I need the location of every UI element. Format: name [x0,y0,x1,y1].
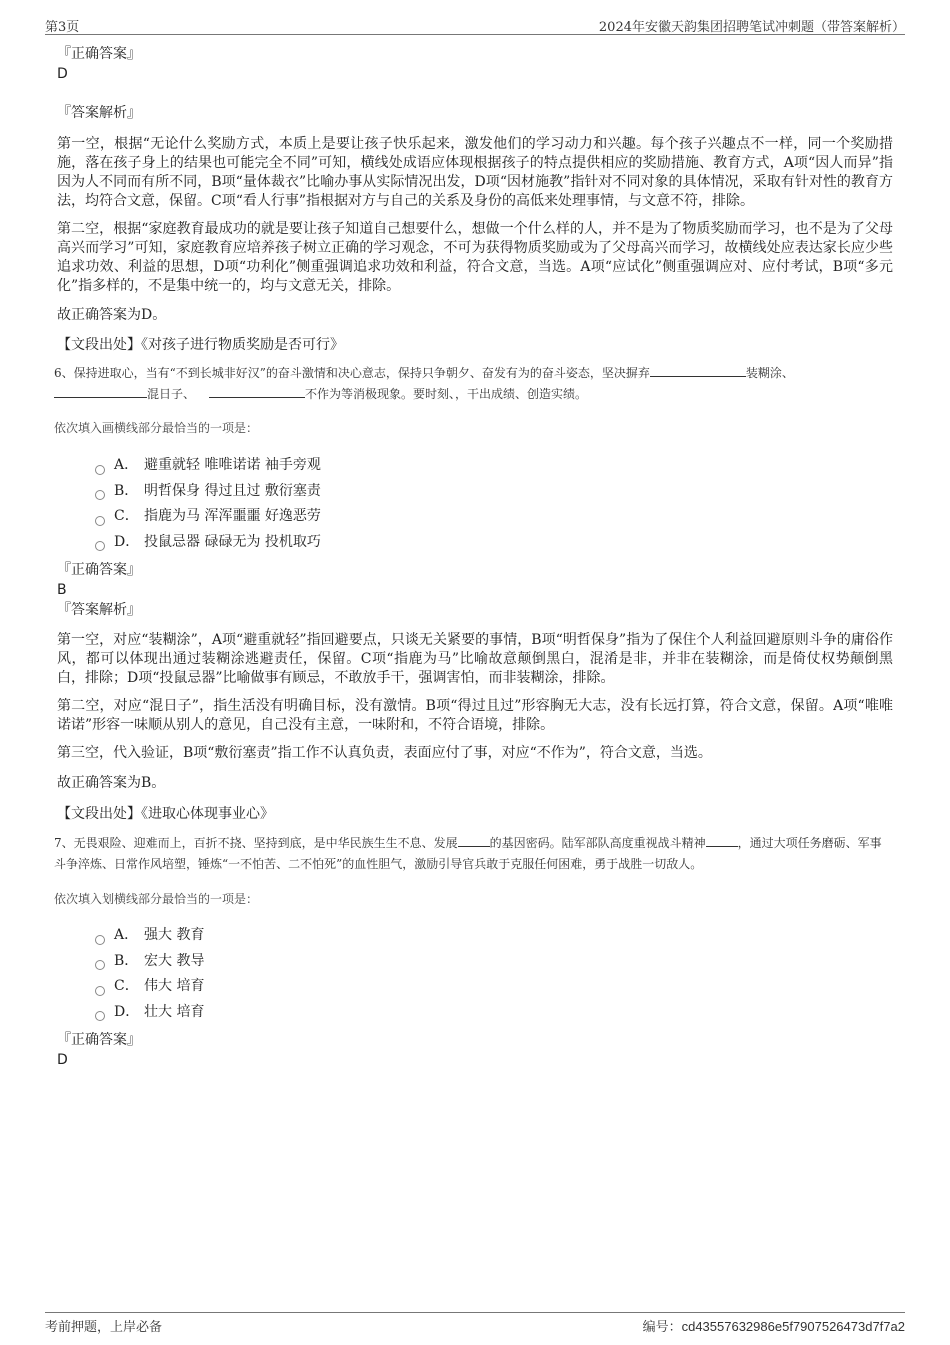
radio-button[interactable] [95,541,105,551]
q7-instruction: 依次填入划横线部分最恰当的一项是： [54,892,259,906]
radio-button[interactable] [95,935,105,945]
document-title: 2024年安徽天韵集团招聘笔试冲刺题（带答案解析） [598,20,905,35]
page-number: 第3页 [45,20,80,35]
q6-analysis-paragraph-3: 第三空，代入验证，B项“敷衍塞责”指工作不认真负责，表面应付了事，对应“不作为”，符合文意，当选。 [57,745,712,761]
q6-answer-label: 『正确答案』 [57,562,141,578]
q7-option-d[interactable]: D． 壮大 培育 [95,1000,893,1026]
q7-answer-label: 『正确答案』 [57,1032,141,1048]
q7-option-a[interactable]: A． 强大 教育 [95,923,893,949]
q5-analysis-label: 『答案解析』 [57,105,141,121]
q7-blank-2 [706,834,738,847]
page-header [45,14,905,35]
q5-analysis-paragraph-2: 第二空，根据“家庭教育最成功的就是要让孩子知道自己想要什么，想做一个什么样的人，并不是为了物质奖励而学习，也不是为了父母高兴而学习”可知，家庭教育应培养孩子树立正确的学习观念，不可为获得物质奖励或为了父母高兴而学习，故横线处应表达家长应少些追求功效、利益的思想，D项“功利化”侧重强调追求功效和利益，符合文意，当选。A项“应试化”侧重强调应对、应付考试，B项“多元化”指多样的，不是集中统一的，均与文意无关，排除。 [57,221,893,294]
q6-instruction: 依次填入画横线部分最恰当的一项是： [54,421,259,435]
q6-analysis-label: 『答案解析』 [57,602,141,618]
q5-conclusion: 故正确答案为D。 [57,307,167,323]
q6-blank-3 [209,385,305,398]
q6-blank-1 [650,364,746,377]
q6-options [95,453,893,555]
q6-analysis-paragraph-2: 第二空，对应“混日子”，指生活没有明确目标，没有激情。B项“得过且过”形容胸无大志，没有长远打算，符合文意，保留。A项“唯唯诺诺”形容一味顺从别人的意见，自己没有主意，一味附和，不符合语境，排除。 [57,698,893,733]
q6-analysis-paragraph-1: 第一空，对应“装糊涂”，A项“避重就轻”指回避要点，只谈无关紧要的事情，B项“明哲保身”指为了保住个人利益回避原则斗争的庸俗作风，都可以体现出通过装糊涂逃避责任，保留。C项“指鹿为马”比喻故意颠倒黑白，混淆是非，并非在装糊涂，而是倚仗权势颠倒黑白，排除；D项“投鼠忌器”比喻做事有顾忌，不敢放手干，强调害怕，而非装糊涂，排除。 [57,632,893,686]
q7-option-c[interactable]: C． 伟大 培育 [95,974,893,1000]
radio-button[interactable] [95,960,105,970]
radio-button[interactable] [95,490,105,500]
q5-answer-label: 『正确答案』 [57,46,141,62]
q6-conclusion: 故正确答案为B。 [57,775,166,791]
q7-answer: D [57,1052,68,1068]
q7-options [95,923,893,1025]
radio-button[interactable] [95,986,105,996]
q6-option-a[interactable]: A． 避重就轻 唯唯诺诺 袖手旁观 [95,453,893,479]
footer-slogan: 考前押题，上岸必备 [45,1320,163,1335]
q7-blank-1 [458,834,490,847]
footer-code: 编号：cd43557632986e5f7907526473d7f7a2 [642,1319,905,1335]
q6-source: 【文段出处】《进取心体现事业心》 [57,806,274,822]
q6-question-text: 6、保持进取心，当有“不到长城非好汉”的奋斗激情和决心意志，保持只争朝夕、奋发有为的奋斗姿态，坚决摒弃 装糊涂、 混日子、 不作为等消极现象。要时刻、，干出成绩、创造实绩。 [54,366,794,401]
q5-answer: D [57,66,68,82]
q6-option-c[interactable]: C． 指鹿为马 浑浑噩噩 好逸恶劳 [95,504,893,530]
radio-button[interactable] [95,516,105,526]
page-content [54,44,893,1070]
q6-option-b[interactable]: B． 明哲保身 得过且过 敷衍塞责 [95,479,893,505]
page-footer [45,1312,905,1335]
q7-question-text: 7、无畏艰险、迎难而上，百折不挠、坚持到底，是中华民族生生不息、发展 的基因密码。陆军部队高度重视战斗精神 ，通过大项任务磨砺、军事斗争淬炼、日常作风培塑，锤炼“一不怕苦、二不怕死”的血性胆气，激励引导官兵敢于克服任何困难，勇于战胜一切敌人。 [54,836,882,871]
q7-option-b[interactable]: B． 宏大 教导 [95,949,893,975]
radio-button[interactable] [95,465,105,475]
radio-button[interactable] [95,1011,105,1021]
q5-analysis-paragraph-1: 第一空，根据“无论什么奖励方式，本质上是要让孩子快乐起来，激发他们的学习动力和兴趣。每个孩子兴趣点不一样，同一个奖励措施，落在孩子身上的结果也可能完全不同”可知，横线处成语应体现根据孩子的特点提供相应的奖励措施、教育方式，A项“因人而异”指因为人不同而有所不同，B项“量体裁衣”比喻办事从实际情况出发，D项“因材施教”指针对不同对象的具体情况，采取有针对性的教育方法，均符合文意，保留。C项“看人行事”指根据对方与自己的关系及身份的高低来处理事情，与文意不符，排除。 [57,136,893,209]
q6-answer: B [57,582,67,598]
q5-source: 【文段出处】《对孩子进行物质奖励是否可行》 [57,337,344,353]
q6-blank-2 [54,385,147,398]
q6-option-d[interactable]: D． 投鼠忌器 碌碌无为 投机取巧 [95,530,893,556]
